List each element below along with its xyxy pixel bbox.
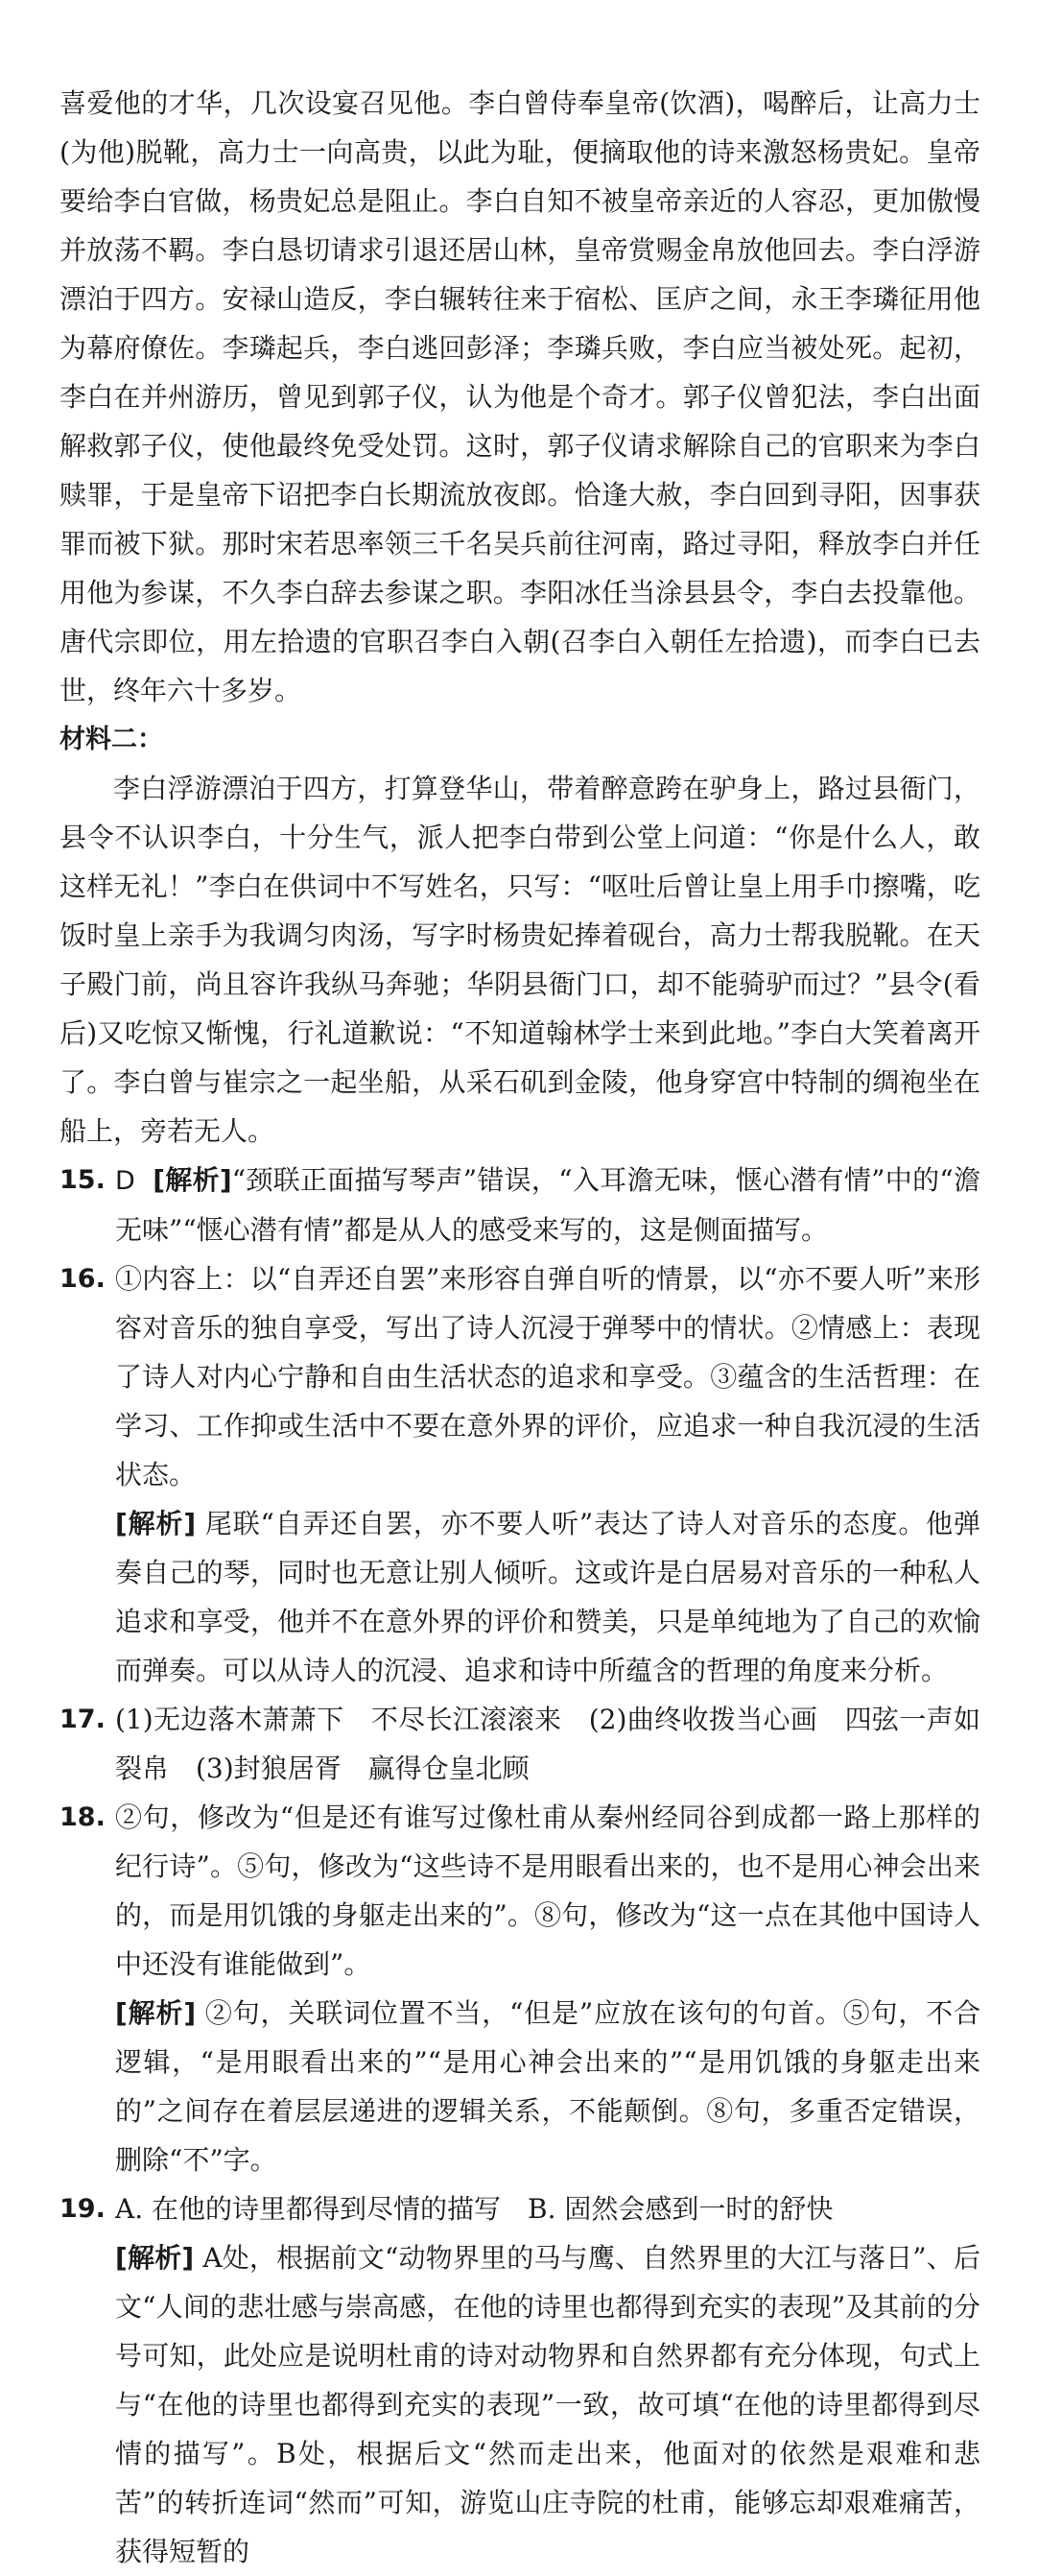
question-15-answer: D bbox=[115, 1166, 135, 1196]
question-15 bbox=[59, 1156, 980, 1254]
question-17-number: 17. bbox=[59, 1705, 106, 1734]
question-16-analysis: 尾联“自弄还自罢，亦不要人听”表达了诗人对音乐的态度。他弹奏自己的琴，同时也无意让别人倾听。这或许是白居易对音乐的一种私人追求和享受，他并不在意外界的评价和赞美，只是单纯地为了自己的欢愉而弹奏。可以从诗人的沉浸、追求和诗中所蕴含的哲理的角度来分析。 bbox=[115, 1508, 980, 1686]
question-19-analysis-block bbox=[115, 2233, 980, 2576]
question-15-number: 15. bbox=[59, 1165, 106, 1195]
question-16-answer: ①内容上：以“自弄还自罢”来形容自弹自听的情景，以“亦不要人听”来形容对音乐的独自享受，写出了诗人沉浸于弹琴中的情状。②情感上：表现了诗人对内心宁静和自由生活状态的追求和享受。③蕴含的生活哲理：在学习、工作抑或生活中不要在意外界的评价，应追求一种自我沉浸的生活状态。 bbox=[115, 1263, 980, 1491]
question-19-number: 19. bbox=[59, 2194, 106, 2224]
question-15-analysis-tag: [解析] bbox=[153, 1164, 232, 1196]
question-17-answer: (1)无边落木萧萧下 不尽长江滚滚来 (2)曲终收拨当心画 四弦一声如裂帛 (3)封狼居胥 赢得仓皇北顾 bbox=[115, 1704, 980, 1784]
question-16-number: 16. bbox=[59, 1264, 106, 1294]
question-18-analysis-block bbox=[115, 1989, 980, 2184]
question-19-answer: A. 在他的诗里都得到尽情的描写 B. 固然会感到一时的舒快 bbox=[115, 2193, 834, 2225]
question-15-content bbox=[115, 1156, 980, 1254]
question-18-number: 18. bbox=[59, 1802, 106, 1832]
question-19-analysis: A处，根据前文“动物界里的马与鹰、自然界里的大江与落日”、后文“人间的悲壮感与崇高感，在他的诗里也都得到充实的表现”及其前的分号可知，此处应是说明杜甫的诗对动物界和自然界都有充分体现，句式上与“在他的诗里也都得到充实的表现”一致，故可填“在他的诗里都得到尽情的描写”。B处，根据后文“然而走出来，他面对的依然是艰难和悲苦”的转折连词“然而”可知，游览山庄寺院的杜甫，能够忘却艰难痛苦，获得短暂的 bbox=[115, 2242, 980, 2567]
question-16 bbox=[59, 1254, 980, 1695]
material1-continued-text: 喜爱他的才华，几次设宴召见他。李白曾侍奉皇帝(饮酒)，喝醉后，让高力士(为他)脱靴，高力士一向高贵，以此为耻，便摘取他的诗来激怒杨贵妃。皇帝要给李白官做，杨贵妃总是阻止。李白自知不被皇帝亲近的人容忍，更加傲慢并放荡不羁。李白恳切请求引退还居山林，皇帝赏赐金帛放他回去。李白浮游漂泊于四方。安禄山造反，李白辗转往来于宿松、匡庐之间，永王李璘征用他为幕府僚佐。李璘起兵，李白逃回彭泽；李璘兵败，李白应当被处死。起初，李白在并州游历，曾见到郭子仪，认为他是个奇才。郭子仪曾犯法，李白出面解救郭子仪，使他最终免受处罚。这时，郭子仪请求解除自己的官职来为李白赎罪，于是皇帝下诏把李白长期流放夜郎。恰逢大赦，李白回到寻阳，因事获罪而被下狱。那时宋若思率领三千名吴兵前往河南，路过寻阳，释放李白并任用他为参谋，不久李白辞去参谋之职。李阳冰任当涂县县令，李白去投靠他。唐代宗即位，用左拾遗的官职召李白入朝(召李白入朝任左拾遗)，而李白已去世，终年六十多岁。 bbox=[59, 87, 980, 706]
question-16-analysis-tag: [解析] bbox=[115, 1508, 197, 1539]
question-18-analysis: ②句，关联词位置不当，“但是”应放在该句的句首。⑤句，不合逻辑，“是用眼看出来的”“是用心神会出来的”“是用饥饿的身躯走出来的”之间存在着层层递进的逻辑关系，不能颠倒。⑧句，多重否定错误，删除“不”字。 bbox=[115, 1997, 980, 2176]
material2-text: 李白浮游漂泊于四方，打算登华山，带着醉意跨在驴身上，路过县衙门，县令不认识李白，十分生气，派人把李白带到公堂上问道：“你是什么人，敢这样无礼！”李白在供词中不写姓名，只写：“呕吐后曾让皇上用手巾擦嘴，吃饭时皇上亲手为我调匀肉汤，写字时杨贵妃捧着砚台，高力士帮我脱靴。在天子殿门前，尚且容许我纵马奔驰；华阴县衙门口，却不能骑驴而过？”县令(看后)又吃惊又惭愧，行礼道歉说：“不知道翰林学士来到此地。”李白大笑着离开了。李白曾与崔宗之一起坐船，从采石矶到金陵，他身穿宫中特制的绸袍坐在船上，旁若无人。 bbox=[59, 773, 980, 1147]
question-18-answer: ②句，修改为“但是还有谁写过像杜甫从秦州经同谷到成都一路上那样的纪行诗”。⑤句，修改为“这些诗不是用眼看出来的，也不是用心神会出来的，而是用饥饿的身躯走出来的”。⑧句，修改为“这一点在其他中国诗人中还没有谁能做到”。 bbox=[115, 1801, 980, 1980]
question-15-analysis: “颈联正面描写琴声”错误，“入耳澹无味，惬心潜有情”中的“澹无味”“惬心潜有情”都是从人的感受来写的，这是侧面描写。 bbox=[115, 1164, 980, 1246]
question-18 bbox=[59, 1793, 980, 2184]
question-17 bbox=[59, 1695, 980, 1793]
question-16-analysis-block bbox=[115, 1499, 980, 1695]
question-19 bbox=[59, 2184, 980, 2576]
question-18-analysis-tag: [解析] bbox=[115, 1997, 197, 2029]
material2-heading: 材料二： bbox=[59, 725, 163, 754]
question-19-analysis-tag: [解析] bbox=[115, 2242, 195, 2274]
